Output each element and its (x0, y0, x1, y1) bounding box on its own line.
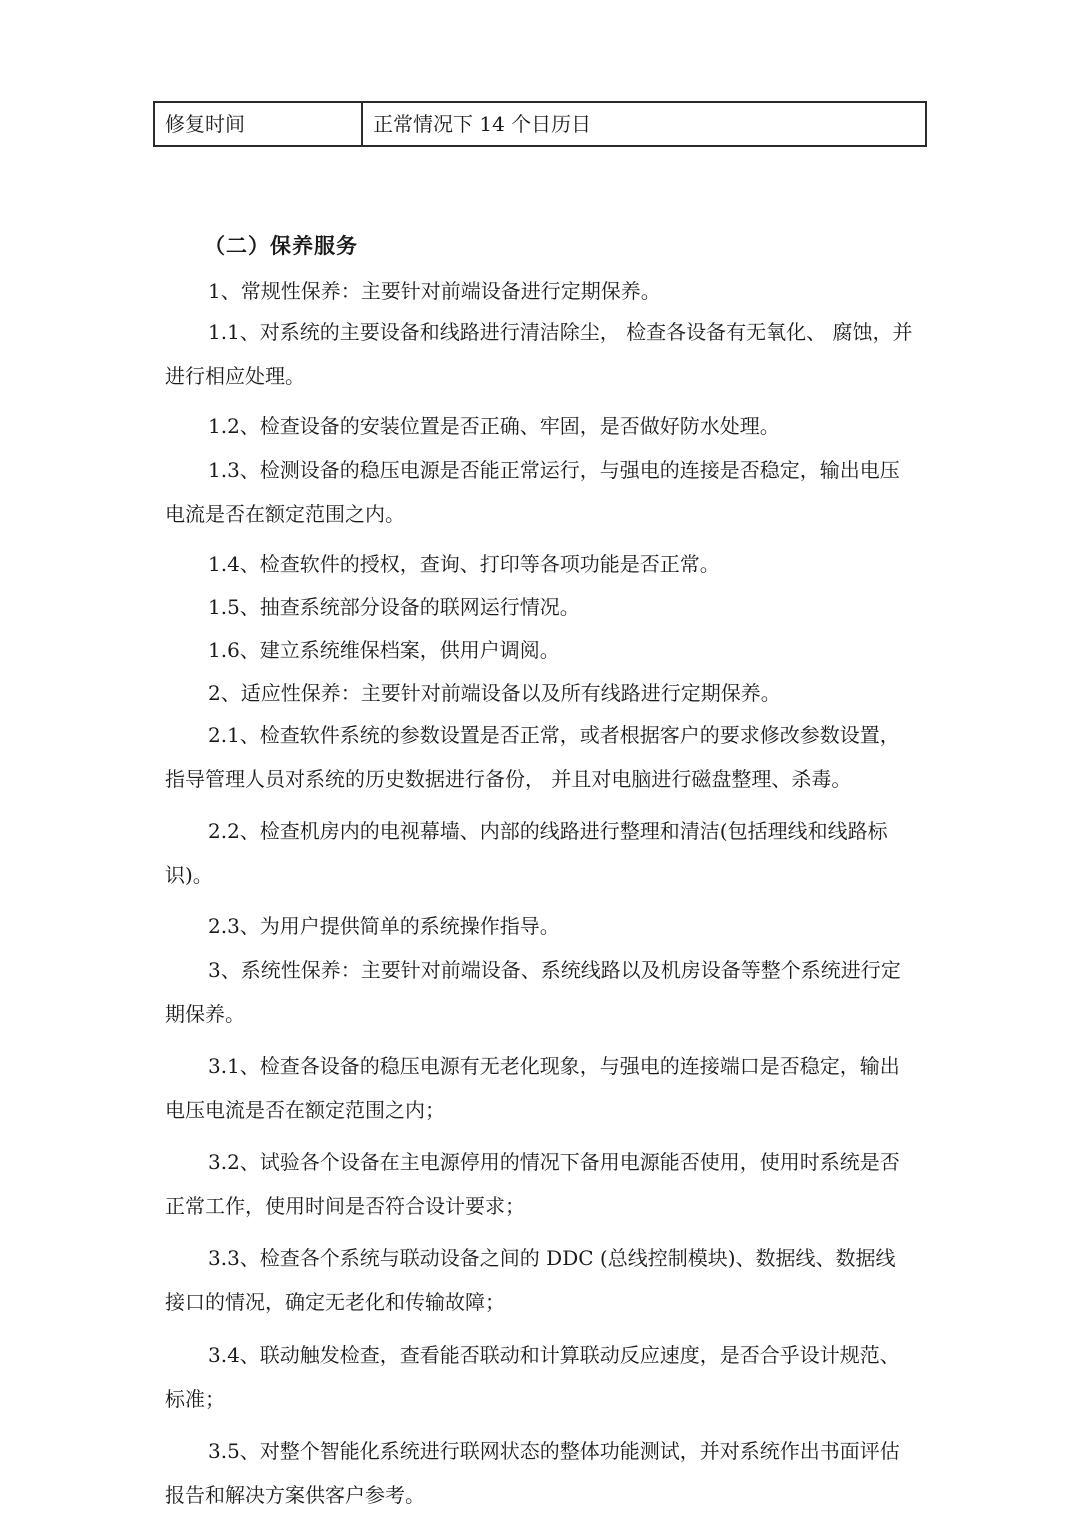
paragraph-2: 2、适应性保养：主要针对前端设备以及所有线路进行定期保养。 (208, 681, 781, 705)
table-row (154, 102, 926, 146)
paragraph-3-4: 3.4、联动触发检查，查看能否联动和计算联动反应速度，是否合乎设计规范、标准； (165, 1343, 900, 1411)
paragraph-1-2: 1.2、检查设备的安装位置是否正确、牢固，是否做好防水处理。 (208, 414, 780, 438)
paragraph-1-5: 1.5、抽查系统部分设备的联网运行情况。 (208, 595, 580, 619)
section-heading: （二）保养服务 (204, 233, 358, 258)
paragraph-3-2: 3.2、试验各个设备在主电源停用的情况下备用电源能否使用，使用时系统是否正常工作，使用时间是否符合设计要求； (165, 1150, 900, 1218)
table-cell-value: 正常情况下 14 个日历日 (362, 102, 926, 146)
paragraph-1-1: 1.1、对系统的主要设备和线路进行清洁除尘， 检查各设备有无氧化、 腐蚀，并进行相应处理。 (165, 320, 913, 388)
table-cell-label: 修复时间 (154, 102, 362, 146)
paragraph-1-4: 1.4、检查软件的授权，查询、打印等各项功能是否正常。 (208, 552, 720, 576)
paragraph-2-3: 2.3、为用户提供简单的系统操作指导。 (208, 914, 560, 938)
paragraph-1-3: 1.3、检测设备的稳压电源是否能正常运行，与强电的连接是否稳定，输出电压电流是否在额定范围之内。 (165, 458, 900, 526)
paragraph-3-5: 3.5、对整个智能化系统进行联网状态的整体功能测试，并对系统作出书面评估报告和解决方案供客户参考。 (165, 1439, 900, 1507)
paragraph-3: 3、系统性保养：主要针对前端设备、系统线路以及机房设备等整个系统进行定期保养。 (165, 958, 901, 1026)
paragraph-2-1: 2.1、检查软件系统的参数设置是否正常，或者根据客户的要求修改参数设置，指导管理人员对系统的历史数据进行备份， 并且对电脑进行磁盘整理、杀毒。 (165, 723, 900, 791)
paragraph-1: 1、常规性保养：主要针对前端设备进行定期保养。 (208, 279, 661, 303)
paragraph-3-3: 3.3、检查各个系统与联动设备之间的 DDC (总线控制模块)、数据线、数据线接口的情况，确定无老化和传输故障； (165, 1246, 896, 1314)
paragraph-3-1: 3.1、检查各设备的稳压电源有无老化现象，与强电的连接端口是否稳定，输出电压电流是否在额定范围之内； (165, 1054, 900, 1122)
paragraph-1-6: 1.6、建立系统维保档案，供用户调阅。 (208, 638, 560, 662)
repair-time-table (153, 101, 927, 147)
paragraph-2-2: 2.2、检查机房内的电视幕墙、内部的线路进行整理和清洁(包括理线和线路标识)。 (165, 819, 888, 887)
